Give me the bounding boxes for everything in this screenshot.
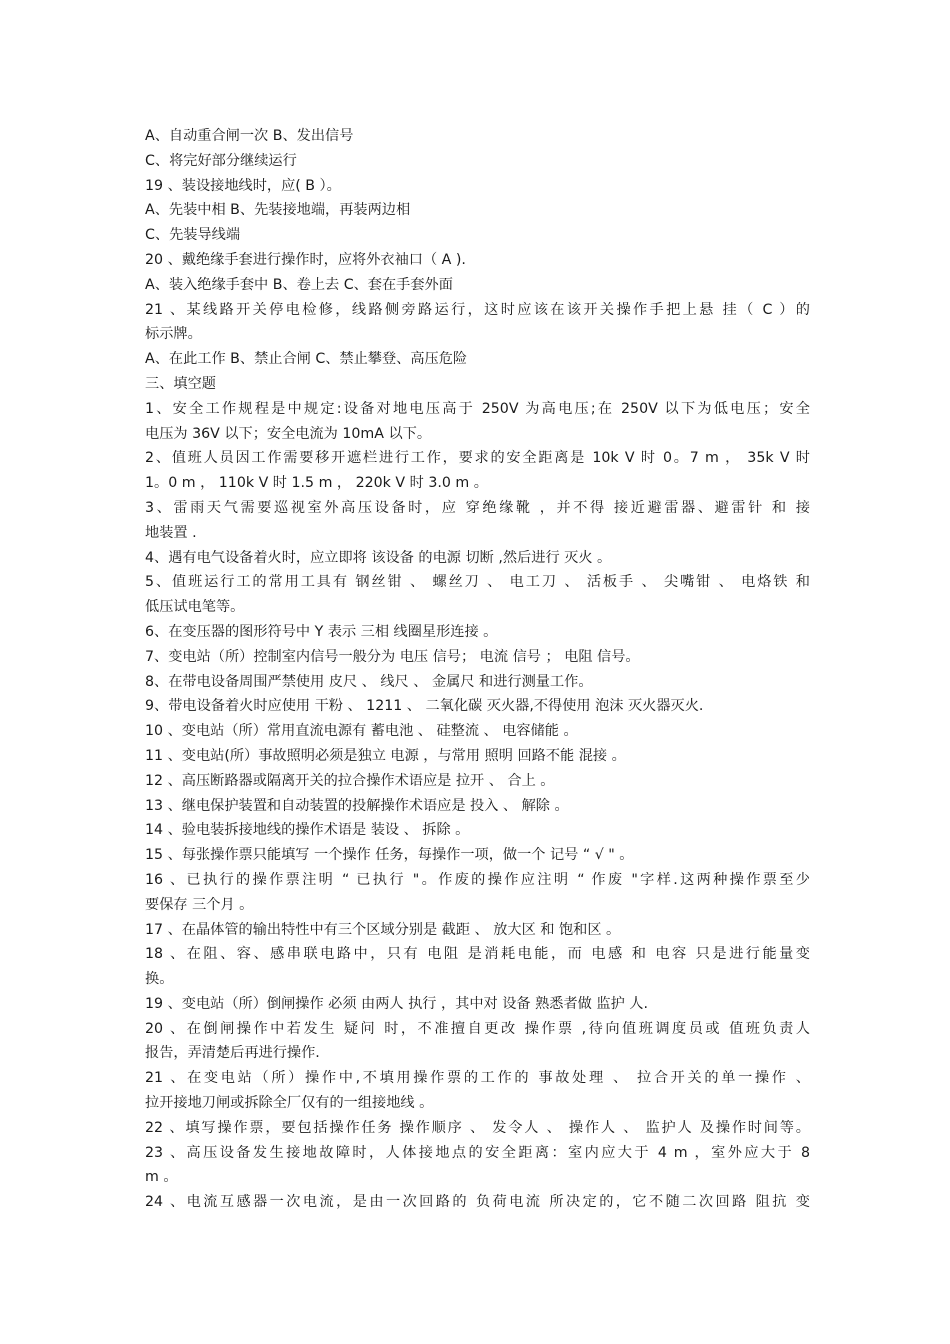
text-line: m 。 bbox=[145, 1169, 178, 1186]
text-line: 报告，弄清楚后再进行操作. bbox=[145, 1045, 320, 1062]
text-line: 2、值班人员因工作需要移开遮栏进行工作，要求的安全距离是 10k V 时 0。7 m ， 35k V 时 bbox=[145, 450, 810, 467]
text-line: 15 、每张操作票只能填写 一个操作 任务，每操作一项，做一个 记号 “ √ " 。 bbox=[145, 847, 634, 864]
text-line: 三、填空题 bbox=[145, 375, 216, 392]
text-line: 17 、在晶体管的输出特性中有三个区域分别是 截距 、 放大区 和 饱和区 。 bbox=[145, 921, 621, 938]
text-line: 低压试电笔等。 bbox=[145, 599, 245, 616]
text-line: 电压为 36V 以下；安全电流为 10mA 以下。 bbox=[145, 425, 432, 442]
text-line: C、将完好部分继续运行 bbox=[145, 152, 297, 169]
text-line: 14 、验电装拆接地线的操作术语是 装设 、 拆除 。 bbox=[145, 822, 470, 839]
text-line: 11 、变电站(所）事故照明必须是独立 电源 ，与常用 照明 回路不能 混接 。 bbox=[145, 747, 626, 764]
text-line: A、装入绝缘手套中 B、卷上去 C、套在手套外面 bbox=[145, 276, 453, 293]
text-line: 10 、变电站（所）常用直流电源有 蓄电池 、 硅整流 、 电容储能 。 bbox=[145, 723, 578, 740]
text-line: 5、值班运行工的常用工具有 钢丝钳 、 螺丝刀 、 电工刀 、 活板手 、 尖嘴钳 、 电烙铁 和 bbox=[145, 574, 810, 591]
text-line: 4、遇有电气设备着火时，应立即将 该设备 的电源 切断 ,然后进行 灭火 。 bbox=[145, 549, 612, 566]
text-line: 20 、戴绝缘手套进行操作时，应将外衣袖口（ A ). bbox=[145, 251, 466, 268]
text-line: A、在此工作 B、禁止合闸 C、禁止攀登、高压危险 bbox=[145, 351, 468, 368]
text-line: 12 、高压断路器或隔离开关的拉合操作术语应是 拉开 、 合上 。 bbox=[145, 772, 555, 789]
text-line: 标示牌。 bbox=[145, 326, 202, 343]
text-line: 1、安全工作规程是中规定:设备对地电压高于 250V 为高电压;在 250V 以下为低电压；安全 bbox=[145, 400, 810, 417]
text-line: C、先装导线端 bbox=[145, 227, 241, 244]
text-line: 7、变电站（所）控制室内信号一般分为 电压 信号； 电流 信号 ； 电阻 信号。 bbox=[145, 648, 640, 665]
text-line: 要保存 三个月 。 bbox=[145, 896, 254, 913]
text-line: 23 、高压设备发生接地故障时，人体接地点的安全距离：室内应大于 4 m ，室外应大于 8 bbox=[145, 1144, 810, 1161]
text-line: 19 、装设接地线时，应( B ）。 bbox=[145, 177, 341, 194]
text-line: 8、在带电设备周围严禁使用 皮尺 、 线尺 、 金属尺 和进行测量工作。 bbox=[145, 673, 593, 690]
text-line: A、自动重合闸一次 B、发出信号 bbox=[145, 128, 354, 144]
text-line: 13 、继电保护装置和自动装置的投解操作术语应是 投入 、 解除 。 bbox=[145, 797, 569, 814]
text-line: 20 、在倒闸操作中若发生 疑问 时，不准擅自更改 操作票 ,待向值班调度员或 值班负责人 bbox=[145, 1020, 810, 1037]
text-line: 21 、某线路开关停电检修，线路侧旁路运行，这时应该在该开关操作手把上悬 挂（ C ）的 bbox=[145, 301, 810, 318]
text-line: 21 、在变电站（所）操作中,不填用操作票的工作的 事故处理 、 拉合开关的单一操作 、 bbox=[145, 1070, 810, 1087]
text-line: 9、带电设备着火时应使用 干粉 、 1211 、 二氧化碳 灭火器,不得使用 泡沫 灭火器灭火. bbox=[145, 698, 704, 715]
text-line: 16 、已执行的操作票注明 “ 已执行 "。作废的操作应注明 “ 作废 "字样.这两种操作票至少 bbox=[145, 871, 810, 888]
text-line: 19 、变电站（所）倒闸操作 必须 由两人 执行 ，其中对 设备 熟悉者做 监护 人. bbox=[145, 995, 648, 1012]
text-line: 24 、电流互感器一次电流，是由一次回路的 负荷电流 所决定的，它不随二次回路 阻抗 变 bbox=[145, 1194, 810, 1211]
text-line: 22 、填写操作票，要包括操作任务 操作顺序 、 发令人 、 操作人 、 监护人 及操作时间等。 bbox=[145, 1119, 810, 1136]
text-line: 3、雷雨天气需要巡视室外高压设备时，应 穿绝缘靴 ，并不得 接近避雷器、避雷针 和 接 bbox=[145, 499, 810, 516]
text-line: A、先装中相 B、先装接地端，再装两边相 bbox=[145, 202, 411, 219]
text-line: 1。0 m ， 110k V 时 1.5 m ， 220k V 时 3.0 m 。 bbox=[145, 475, 488, 492]
text-line: 6、在变压器的图形符号中 Y 表示 三相 线圈星形连接 。 bbox=[145, 623, 498, 640]
text-line: 换。 bbox=[145, 971, 174, 988]
text-line: 18 、在阻、容、感串联电路中，只有 电阻 是消耗电能，而 电感 和 电容 只是进行能量变 bbox=[145, 946, 810, 963]
text-line: 地装置 . bbox=[145, 524, 197, 541]
document-body bbox=[145, 124, 810, 1215]
text-line: 拉开接地刀闸或拆除全厂仅有的一组接地线 。 bbox=[145, 1095, 434, 1112]
